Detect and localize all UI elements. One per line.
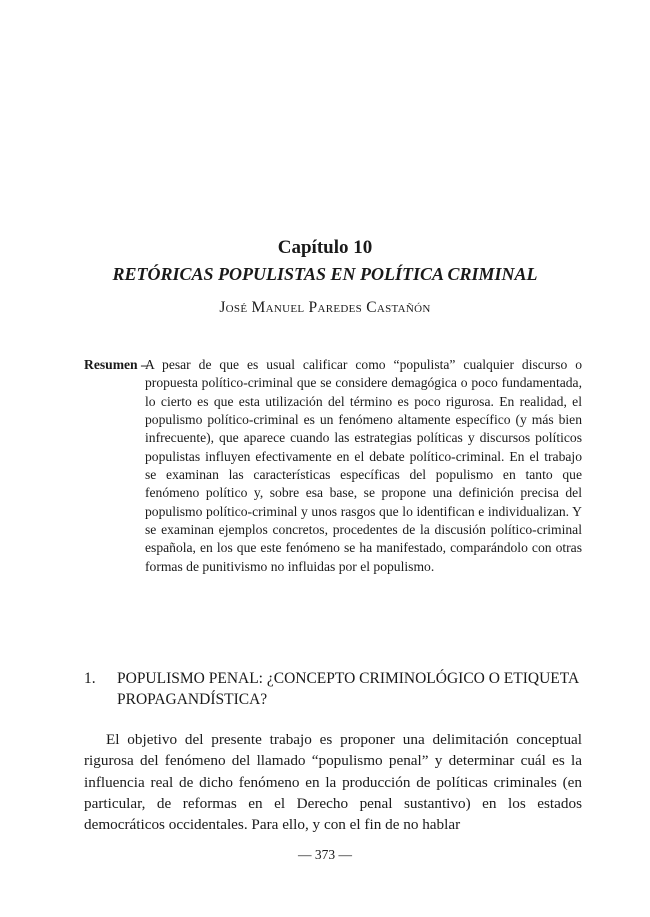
chapter-label: Capítulo 10 [277, 237, 373, 258]
page-number: — 373 — [298, 847, 352, 862]
section-number: 1. [84, 670, 96, 687]
author-name: José Manuel Paredes Castañón [219, 299, 431, 316]
abstract-label: Resumen – [84, 357, 148, 372]
abstract-text: A pesar de que es usual calificar como “populista” cualquier discurso o propuesta político-criminal que se considere demagógica o poco fundamentada, lo cierto es que esta utilización del término es poco rigurosa. En realidad, el populismo político-criminal es un fenómeno altamente específico (y más bien infrecuente), que aparece cuando las estrategias políticas y discursos políticos populistas influyen efectivamente en el debate político-criminal. En el trabajo se examinan las características específicas del populismo en tanto que fenómeno político y, sobre esa base, se propone una definición precisa del populismo político-criminal y unos rasgos que lo identifican e individualizan. Y se examinan ejemplos concretos, procedentes de la discusión político-criminal española, en los que este fenómeno se ha manifestado, comparándolo con otras formas de punitivismo no influidas por el populismo. [145, 357, 582, 574]
abstract [84, 356, 582, 576]
section-heading [84, 668, 582, 710]
body-paragraph: El objetivo del presente trabajo es proponer una delimitación conceptual rigurosa del fenómeno del llamado “populismo penal” y determinar cuál es la influencia real de dicho fenómeno en la producción de políticas criminales (en particular, de reformas en el Derecho penal sustantivo) en los estados democráticos occidentales. Para ello, y con el fin de no hablar [84, 731, 582, 834]
chapter-title: RETÓRICAS POPULISTAS EN POLÍTICA CRIMINAL [112, 264, 538, 284]
section-title: POPULISMO PENAL: ¿CONCEPTO CRIMINOLÓGICO O ETIQUETA PROPAGANDÍSTICA? [117, 670, 579, 708]
